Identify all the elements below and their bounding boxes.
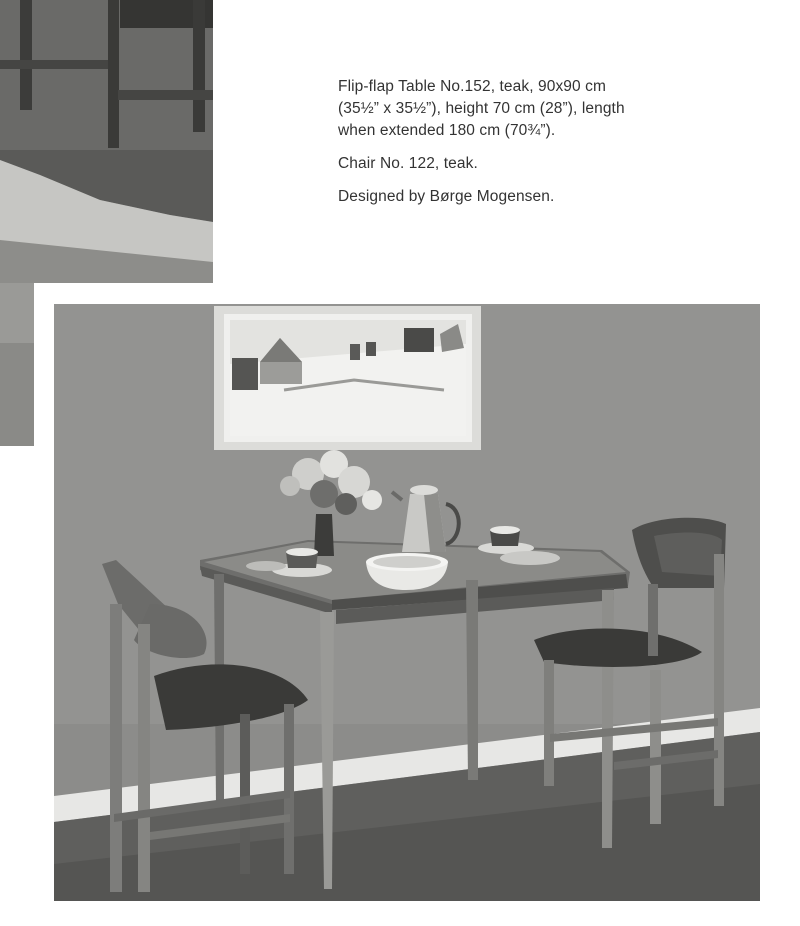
chair-description: Chair No. 122, teak.	[338, 155, 478, 172]
caption	[338, 76, 638, 219]
left-strip-photo	[0, 283, 34, 446]
designer-credit: Designed by Børge Mogensen.	[338, 188, 555, 205]
top-left-photo	[0, 0, 213, 283]
framed-picture	[214, 306, 481, 450]
main-photo	[54, 304, 760, 901]
table-description: Flip-flap Table No.152, teak, 90x90 cm (35½” x 35½”), height 70 cm (28”), length when extended 180 cm (70¾”).	[338, 78, 625, 139]
